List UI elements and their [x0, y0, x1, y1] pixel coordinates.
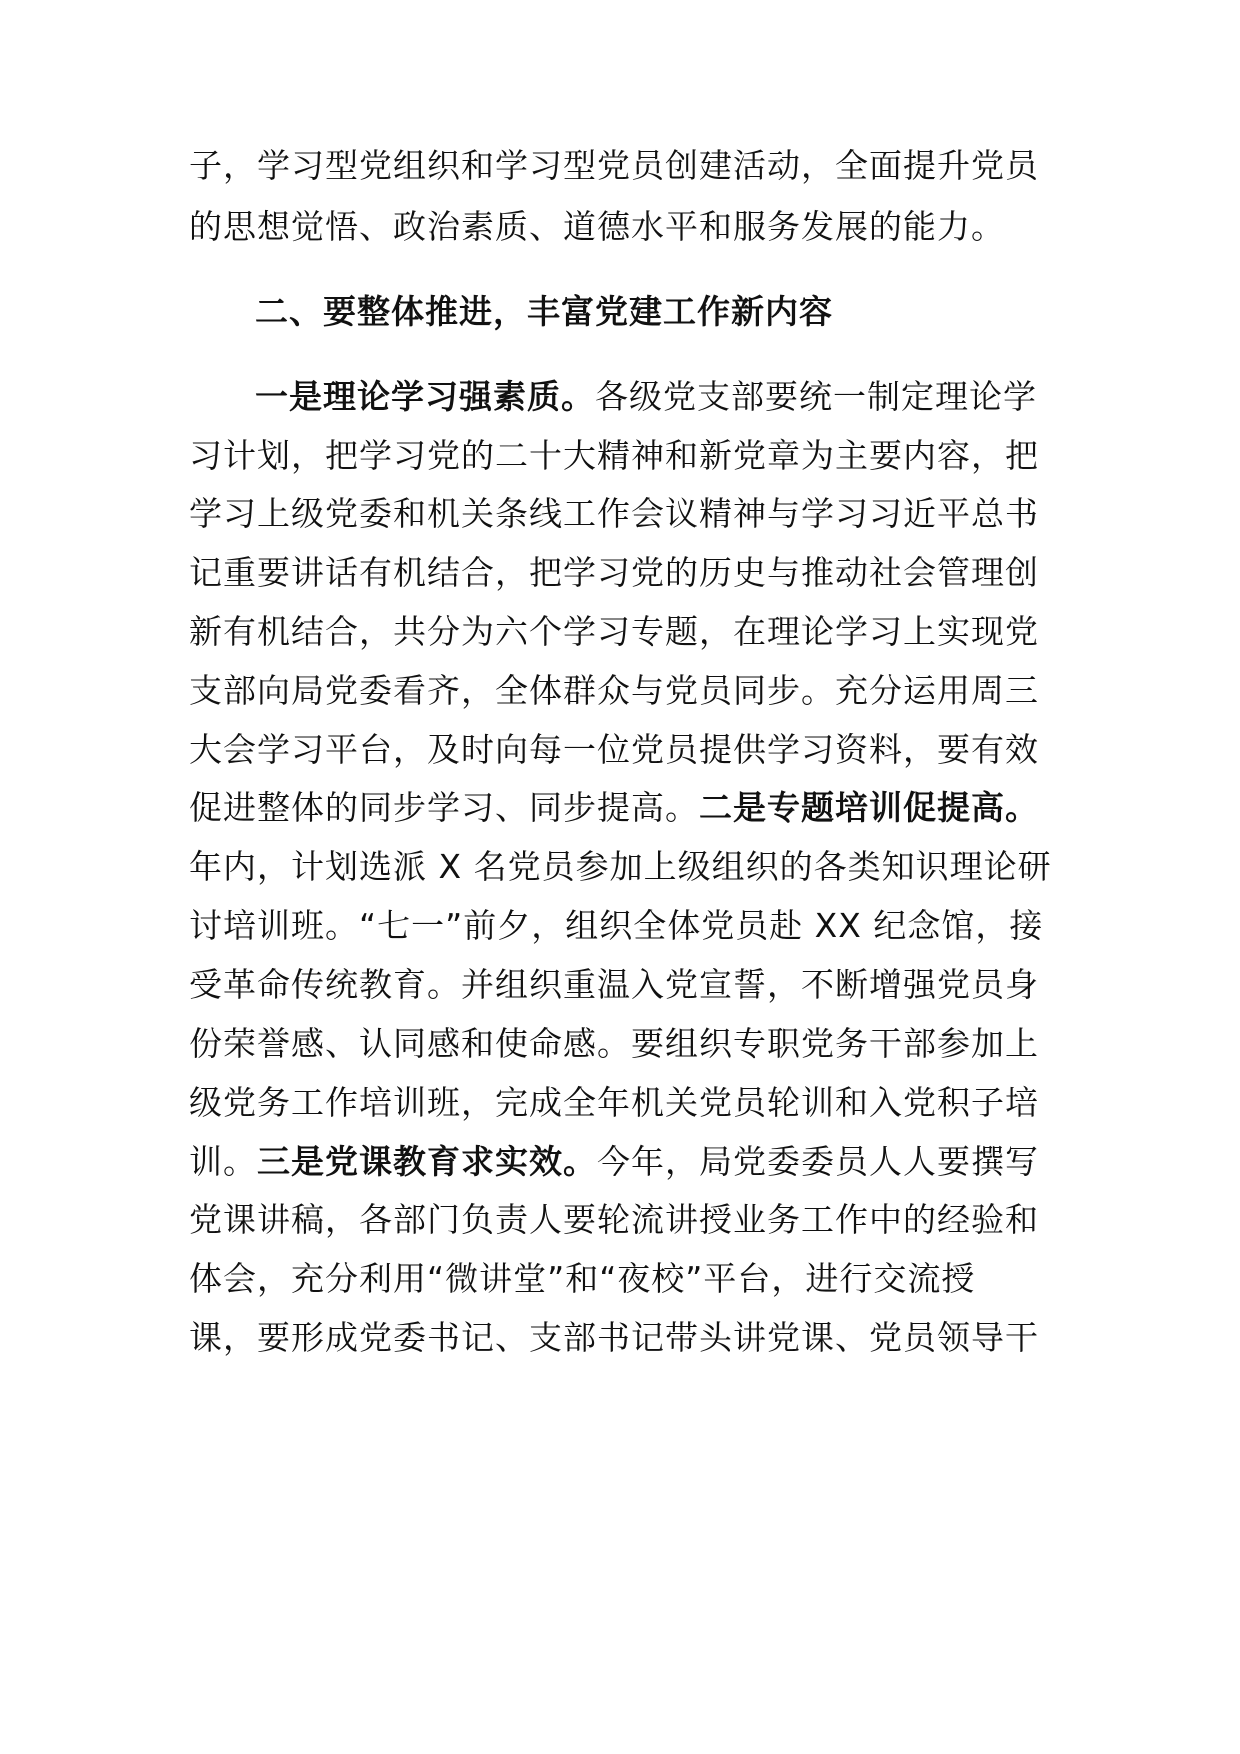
text-run: 课，要形成党委书记、支部书记带头讲党课、党员领导干: [189, 1318, 1039, 1357]
text-line: [255, 367, 1037, 427]
text-run: 党课讲稿，各部门负责人要轮流讲授业务工作中的经验和: [189, 1200, 1039, 1239]
text-run: 大会学习平台，及时向每一位党员提供学习资料，要有效: [189, 730, 1039, 769]
text-line: [189, 1132, 1039, 1192]
text-line: [189, 896, 1043, 956]
text-line: [189, 426, 1039, 486]
text-line: [189, 661, 1039, 721]
text-line: [189, 778, 1039, 838]
text-run: 习计划，把学习党的二十大精神和新党章为主要内容，把: [189, 436, 1039, 475]
text-line: [189, 720, 1039, 780]
text-run: 子，学习型党组织和学习型党员创建活动，全面提升党员: [189, 146, 1039, 185]
text-run: 体会，充分利用“微讲堂”和“夜校”平台，进行交流授: [189, 1259, 976, 1298]
text-run: 学习上级党委和机关条线工作会议精神与学习习近平总书: [189, 494, 1039, 533]
text-line: [189, 543, 1039, 603]
text-line: [189, 1014, 1039, 1074]
bold-lead-in: 二是专题培训促提高。: [699, 788, 1039, 827]
text-run: 今年，局党委委员人人要撰写: [597, 1142, 1039, 1181]
text-run: 级党务工作培训班，完成全年机关党员轮训和入党积子培: [189, 1083, 1039, 1122]
text-run: 份荣誉感、认同感和使命感。要组织专职党务干部参加上: [189, 1024, 1039, 1063]
text-line: [189, 484, 1039, 544]
text-line: [189, 1249, 975, 1309]
section-heading: [255, 282, 833, 342]
text-line: [189, 837, 1052, 897]
text-line: [189, 1308, 1039, 1368]
text-run: 年内，计划选派 X 名党员参加上级组织的各类知识理论研: [189, 847, 1052, 886]
text-line: [189, 136, 1039, 196]
text-run: 受革命传统教育。并组织重温入党宣誓，不断增强党员身: [189, 965, 1039, 1004]
text-run: 促进整体的同步学习、同步提高。: [189, 788, 699, 827]
text-line: [189, 955, 1039, 1015]
bold-lead-in: 三是党课教育求实效。: [257, 1142, 597, 1181]
text-run: 各级党支部要统一制定理论学: [595, 377, 1037, 416]
text-line: [189, 197, 1005, 257]
text-run: 的思想觉悟、政治素质、道德水平和服务发展的能力。: [189, 207, 1005, 246]
text-run: 训。: [189, 1142, 257, 1181]
text-run: 二、要整体推进，丰富党建工作新内容: [255, 292, 833, 331]
text-run: 新有机结合，共分为六个学习专题，在理论学习上实现党: [189, 612, 1039, 651]
text-line: [189, 1073, 1039, 1133]
text-run: 支部向局党委看齐，全体群众与党员同步。充分运用周三: [189, 671, 1039, 710]
text-run: 讨培训班。“七一”前夕，组织全体党员赴 XX 纪念馆，接: [189, 906, 1044, 945]
bold-lead-in: 一是理论学习强素质。: [255, 377, 595, 416]
text-line: [189, 602, 1039, 662]
text-run: 记重要讲话有机结合，把学习党的历史与推动社会管理创: [189, 553, 1039, 592]
text-line: [189, 1190, 1039, 1250]
